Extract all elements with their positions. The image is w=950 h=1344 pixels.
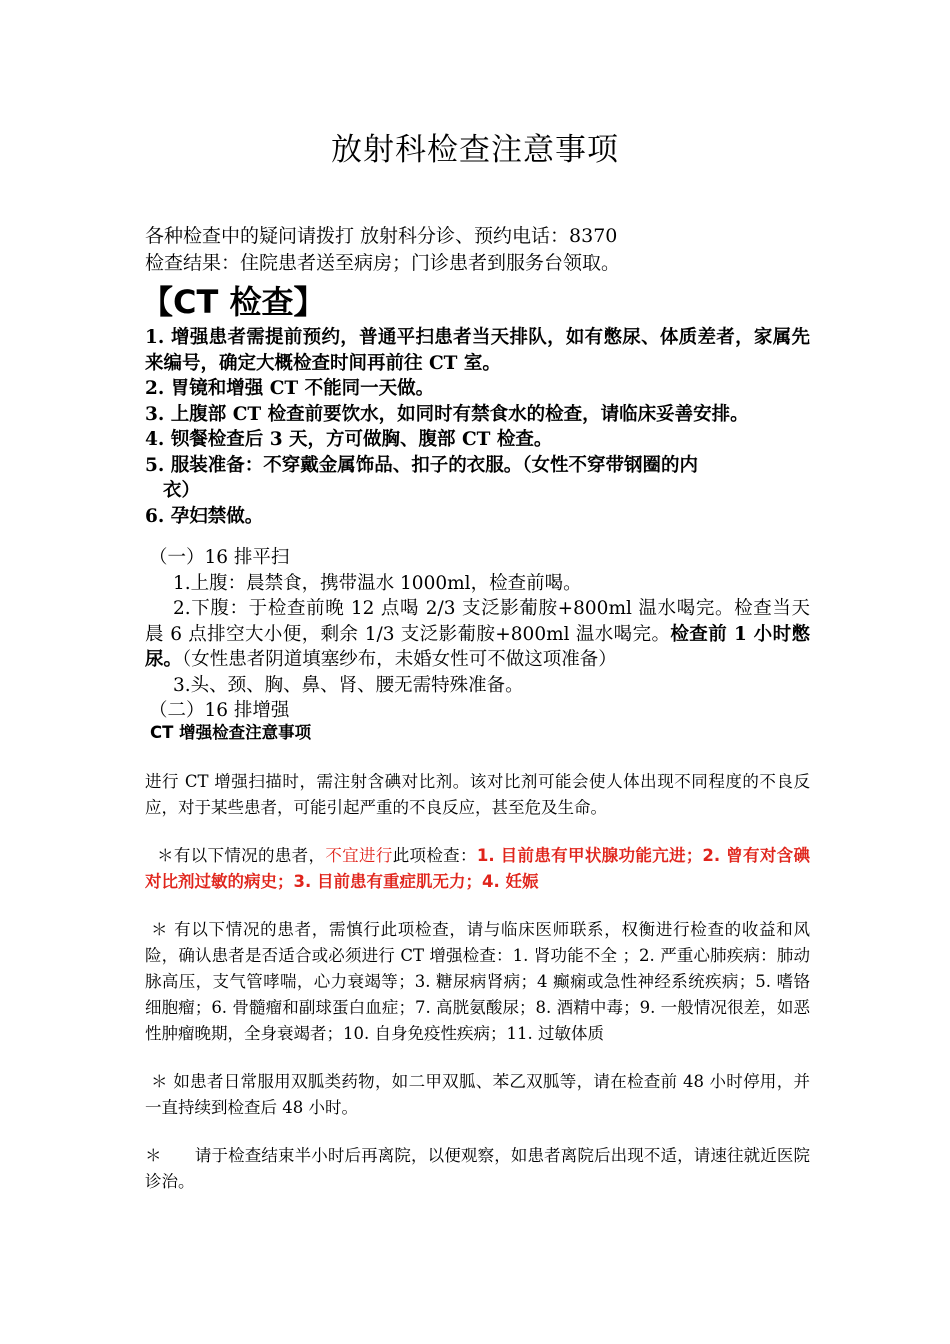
intro-block (145, 223, 810, 277)
section-1-item-3: 3.头、颈、胸、鼻、肾、腰无需特殊准备。 (173, 674, 524, 696)
rule-5-line-2: 衣） (163, 480, 201, 501)
rule-1: 1. 增强患者需提前预约，普通平扫患者当天排队，如有憋尿、体质差者，家属先来编号，确定大概检查时间再前往 CT 室。 (145, 327, 810, 374)
note-2-red: 不宜进行 (325, 846, 393, 865)
ct-section-heading: 【CT 检查】 (141, 283, 326, 321)
ct-rules-list (145, 325, 810, 529)
note-2-conditions: 1. 目前患有甲状腺功能亢进；2. 曾有对含碘对比剂过敏的病史；3. 目前患有重症肌无力；4. 妊娠 (145, 846, 811, 891)
section-1-item-1: 1.上腹：晨禁食，携带温水 1000ml，检查前喝。 (173, 572, 582, 594)
contact-line: 各种检查中的疑问请拨打 放射科分诊、预约电话：8370 (145, 225, 618, 247)
section-1-item-2 (145, 596, 810, 673)
plain-scan-section (145, 545, 810, 724)
note-2-lead: ＊有以下情况的患者， (157, 846, 326, 865)
rule-5 (145, 453, 810, 504)
rule-5-line-1: 5. 服装准备：不穿戴金属饰品、扣子的衣服。（女性不穿带钢圈的内 (145, 454, 699, 476)
note-metformin: ＊ 如患者日常服用双胍类药物，如二甲双胍、苯乙双胍等，请在检查前 48 小时停用，并一直持续到检查后 48 小时。 (145, 1072, 810, 1117)
rule-2: 2. 胃镜和增强 CT 不能同一天做。 (145, 378, 435, 399)
results-line: 检查结果：住院患者送至病房；门诊患者到服务台领取。 (145, 252, 621, 274)
ct-enhanced-title: CT 增强检查注意事项 (150, 723, 312, 742)
note-observation: ＊ 请于检查结束半小时后再离院，以便观察，如患者离院后出现不适，请速往就近医院诊治。 (145, 1146, 810, 1191)
note-2-mid: 此项检查： (392, 846, 477, 865)
item-2-bold-text: 检查前 1 小时憋尿。 (145, 623, 810, 670)
rule-4: 4. 钡餐检查后 3 天，方可做胸、腹部 CT 检查。 (145, 429, 553, 450)
page-title: 放射科检查注意事项 (331, 132, 619, 168)
ct-enhanced-notes (145, 769, 810, 1195)
rule-3: 3. 上腹部 CT 检查前要饮水，如同时有禁食水的检查，请临床妥善安排。 (145, 403, 749, 425)
rule-6: 6. 孕妇禁做。 (145, 505, 264, 527)
note-contraindications (145, 843, 810, 895)
item-2-text: 2.下腹：于检查前晚 12 点喝 2/3 支泛影葡胺+800ml 温水喝完。检查当天晨 6 点排空大小便，剩余 1/3 支泛影葡胺+800ml 温水喝完。 (145, 598, 810, 645)
section-2-label: （二）16 排增强 (149, 700, 290, 721)
section-1-label: （一）16 排平扫 (149, 547, 290, 568)
note-caution: ＊ 有以下情况的患者，需慎行此项检查，请与临床医师联系，权衡进行检查的收益和风险，确认患者是否适合或必须进行 CT 增强检查：1. 肾功能不全 ；2. 严重心肺疾病：肺动脉高压，支气管哮喘，心力衰竭等；3. 糖尿病肾病；4 癫痫或急性神经系统疾病；5. 嗜铬细胞瘤；6. 骨髓瘤和副球蛋白血症；7. 高胱氨酸尿；8. 酒精中毒；9. 一般情况很差，如恶性肿瘤晚期，全身衰竭者；10. 自身免疫性疾病；11. 过敏体质 (145, 920, 810, 1043)
item-2-note: （女性患者阴道填塞纱布，未婚女性可不做这项准备） (182, 649, 617, 670)
note-contrast-warning: 进行 CT 增强扫描时，需注射含碘对比剂。该对比剂可能会使人体出现不同程度的不良反应，对于某些患者，可能引起严重的不良反应，甚至危及生命。 (145, 772, 810, 817)
